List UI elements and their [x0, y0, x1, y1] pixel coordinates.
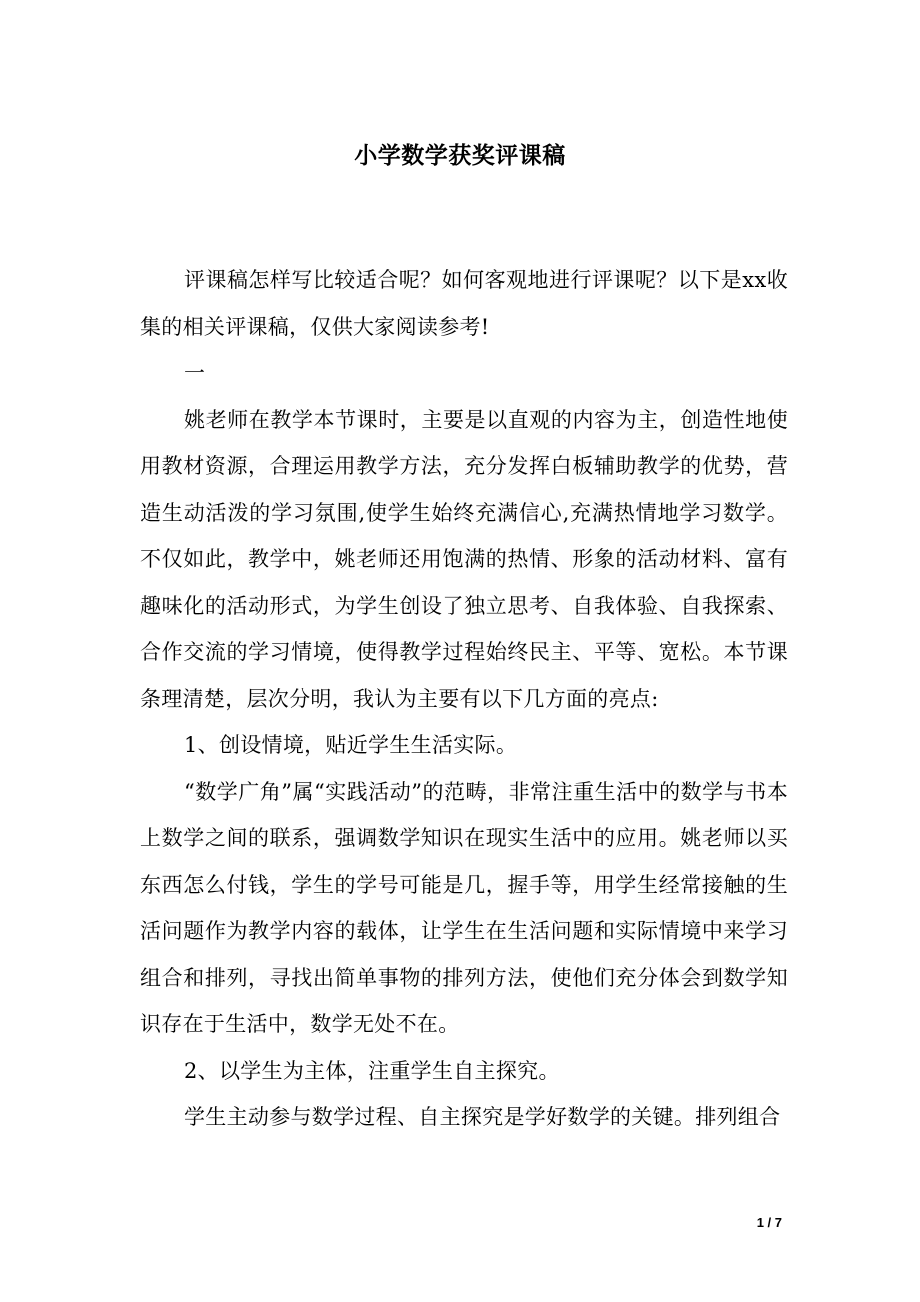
paragraph-section-marker: 一: [184, 361, 206, 385]
paragraph-heading-1: 1、创设情境，贴近学生生活实际。: [184, 733, 518, 757]
paragraph-overview: 姚老师在教学本节课时，主要是以直观的内容为主，创造性地使用教材资源，合理运用教学方法，充分发挥白板辅助教学的优势，营造生动活泼的学习氛围,使学生始终充满信心,充满热情地学习数学。不仅如此，教学中，姚老师还用饱满的热情、形象的活动材料、富有趣味化的活动形式，为学生创设了独立思考、自我体验、自我探索、合作交流的学习情境，使得教学过程始终民主、平等、宽松。本节课条理清楚，层次分明，我认为主要有以下几方面的亮点:: [140, 407, 788, 711]
document-body: [140, 257, 788, 1141]
page-number: 1 / 7: [756, 1215, 782, 1230]
paragraph-point-1: “数学广角”属“实践活动”的范畴，非常注重生活中的数学与书本上数学之间的联系，强调数学知识在现实生活中的应用。姚老师以买东西怎么付钱，学生的学号可能是几，握手等，用学生经常接触的生活问题作为教学内容的载体，让学生在生活问题和实际情境中来学习组合和排列，寻找出简单事物的排列方法，使他们充分体会到数学知识存在于生活中，数学无处不在。: [140, 779, 788, 1036]
paragraph-intro: 评课稿怎样写比较适合呢？如何客观地进行评课呢？以下是xx收集的相关评课稿，仅供大家阅读参考!: [140, 268, 788, 339]
document-title: 小学数学获奖评课稿: [354, 142, 566, 169]
paragraph-heading-2: 2、以学生为主体，注重学生自主探究。: [184, 1058, 560, 1083]
paragraph-point-2: 学生主动参与数学过程、自主探究是学好数学的关键。排列组合: [184, 1105, 781, 1129]
